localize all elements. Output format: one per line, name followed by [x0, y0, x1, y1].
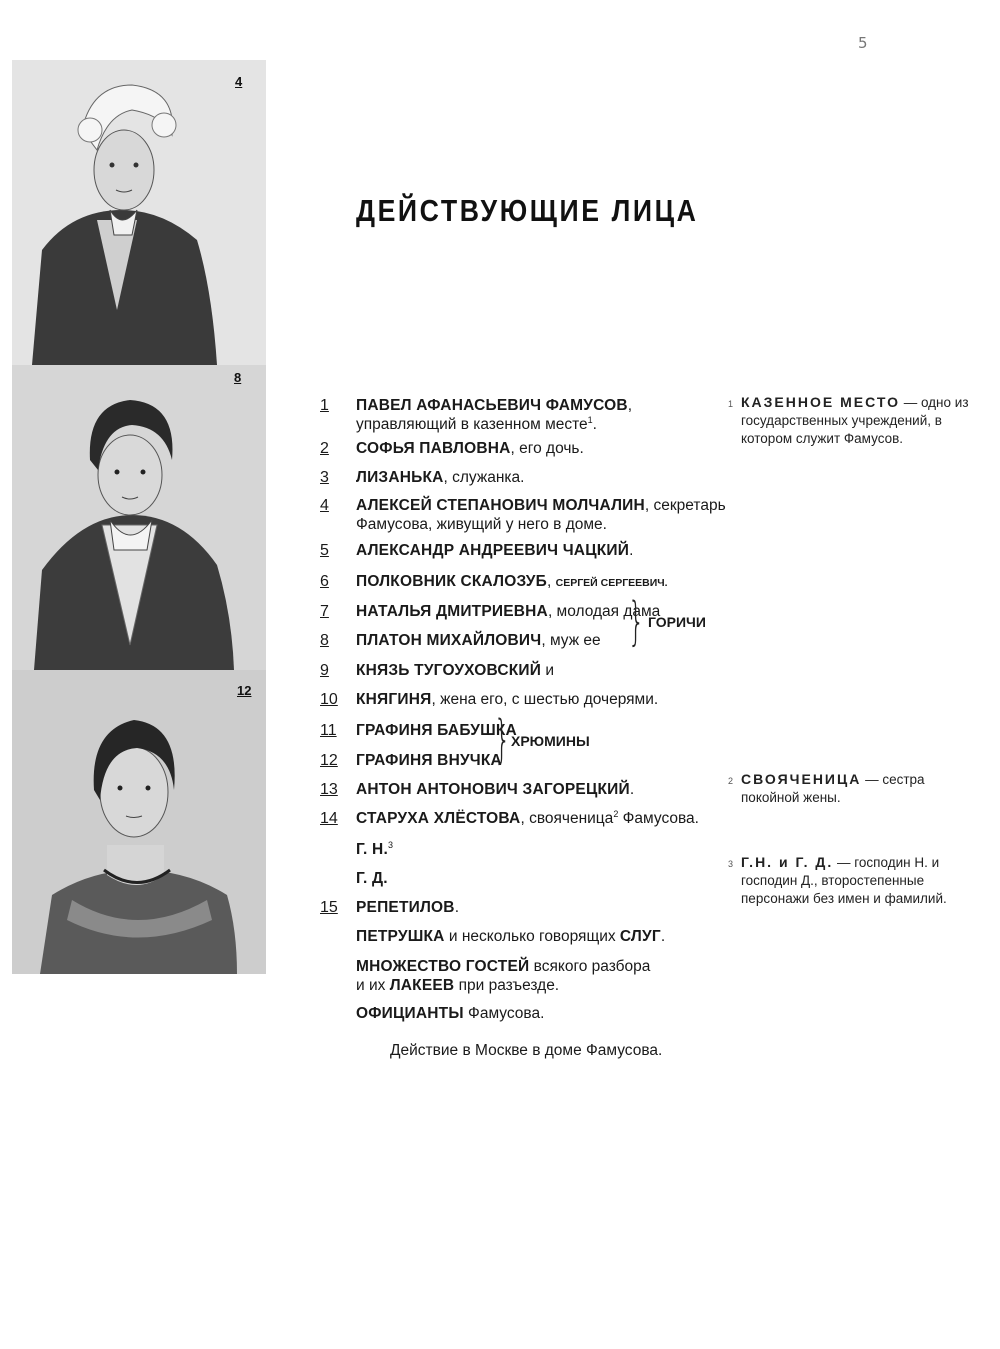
character-desc: , его дочь.: [510, 440, 584, 457]
character-desc: , служанка.: [443, 469, 525, 486]
character-desc: Фамусова.: [463, 1005, 545, 1022]
group-label-gorichi: ГОРИЧИ: [648, 614, 706, 630]
character-desc-line2: Фамусова, живущий у него в доме.: [356, 516, 607, 533]
character-name: СТАРУХА ХЛЁСТОВА: [356, 810, 521, 827]
footnote-marker: 3: [728, 859, 734, 869]
character-desc: .: [454, 899, 460, 916]
character-name: ГРАФИНЯ ВНУЧКА: [356, 752, 502, 769]
portrait-12: [12, 670, 266, 974]
character-name: КНЯГИНЯ: [356, 691, 432, 708]
portrait-4: [12, 60, 266, 365]
page-number: 5: [858, 34, 868, 52]
footnote-text: — сестра покойной жены.: [741, 772, 925, 805]
character-name: ГРАФИНЯ БАБУШКА: [356, 722, 517, 739]
character-name: АНТОН АНТОНОВИЧ ЗАГОРЕЦКИЙ: [356, 781, 630, 798]
character-desc: , жена его, с шестью дочерями.: [431, 691, 659, 708]
character-desc: при разъезде.: [454, 977, 560, 994]
portrait-number: 4: [235, 74, 243, 89]
character-desc-tail: Фамусова.: [618, 810, 699, 827]
character-number: 13: [320, 781, 338, 798]
footnote-term: СВОЯЧЕНИЦА: [741, 771, 862, 787]
portrait-8: [12, 365, 266, 670]
character-desc: ,: [627, 397, 633, 414]
portrait-number: 8: [234, 370, 242, 385]
character-name: Г. Д.: [356, 870, 388, 887]
character-name: ЛАКЕЕВ: [389, 977, 455, 994]
footnote-marker: 2: [728, 776, 734, 786]
character-number: 9: [320, 662, 329, 679]
character-name: АЛЕКСАНДР АНДРЕЕВИЧ ЧАЦКИЙ: [356, 542, 630, 559]
character-number: 2: [320, 440, 329, 457]
character-name: КНЯЗЬ ТУГОУХОВСКИЙ: [356, 662, 542, 679]
character-number: 10: [320, 691, 338, 708]
character-number: 11: [320, 722, 337, 739]
character-number: 14: [320, 810, 338, 827]
footnote-ref: 3: [387, 840, 393, 850]
character-desc: всякого разбора: [529, 958, 651, 975]
character-desc: .: [629, 781, 635, 798]
character-name: МНОЖЕСТВО ГОСТЕЙ: [356, 958, 530, 975]
character-desc: , молодая дама: [547, 603, 661, 620]
character-desc-smallcaps: СЕРГЕЙ СЕРГЕЕВИЧ.: [555, 577, 668, 589]
footnote-term: Г.Н. и Г. Д.: [741, 854, 834, 870]
character-desc: и их: [356, 977, 390, 994]
character-desc: .: [660, 928, 666, 945]
portrait-number: 12: [237, 683, 252, 698]
man-curly-white-hair-portrait-icon: [12, 60, 266, 365]
character-name: ПЛАТОН МИХАЙЛОВИЧ: [356, 632, 542, 649]
group-label-khryumin: ХРЮМИНЫ: [511, 733, 590, 749]
character-number: 6: [320, 573, 329, 590]
page-title: ДЕЙСТВУЮЩИЕ ЛИЦА: [356, 193, 699, 228]
character-desc: , секретарь: [644, 497, 726, 514]
character-name: АЛЕКСЕЙ СТЕПАНОВИЧ МОЛЧАЛИН: [356, 497, 645, 514]
right-brace: }: [628, 592, 645, 652]
setting-line: Действие в Москве в доме Фамусова.: [390, 1042, 663, 1059]
character-number: 1: [320, 397, 329, 414]
character-number: 12: [320, 752, 338, 769]
character-name: ПАВЕЛ АФАНАСЬЕВИЧ ФАМУСОВ: [356, 397, 628, 414]
character-desc-line2: управляющий в казенном месте: [356, 416, 588, 433]
woman-necklace-portrait-icon: [12, 670, 266, 974]
character-name: ОФИЦИАНТЫ: [356, 1005, 464, 1022]
footnote-ref: 2: [613, 809, 619, 819]
character-name: СЛУГ: [619, 928, 661, 945]
man-dark-hair-portrait-icon: [12, 365, 266, 670]
character-desc: , муж ее: [541, 632, 601, 649]
character-name: РЕПЕТИЛОВ: [356, 899, 455, 916]
character-number: 4: [320, 497, 329, 514]
character-number: 3: [320, 469, 329, 486]
character-number: 15: [320, 899, 338, 916]
character-name: ПЕТРУШКА: [356, 928, 445, 945]
character-name: СОФЬЯ ПАВЛОВНА: [356, 440, 511, 457]
character-desc: и несколько говорящих: [444, 928, 620, 945]
character-name: Г. Н.: [356, 841, 388, 858]
right-brace: }: [494, 710, 511, 770]
character-desc: , свояченица: [520, 810, 614, 827]
character-desc: и: [541, 662, 555, 679]
portrait-column: [12, 60, 266, 974]
footnote-ref: 1: [587, 415, 593, 425]
character-desc: ,: [546, 573, 552, 590]
character-number: 7: [320, 603, 329, 620]
character-name: ЛИЗАНЬКА: [356, 469, 444, 486]
character-desc: .: [629, 542, 634, 559]
character-name: НАТАЛЬЯ ДМИТРИЕВНА: [356, 603, 548, 620]
footnote-text: — одно из государственных учреждений, в котором служит Фамусов.: [741, 395, 969, 446]
character-number: 5: [320, 542, 329, 559]
footnote-term: КАЗЕННОЕ МЕСТО: [741, 394, 900, 410]
character-number: 8: [320, 632, 329, 649]
footnote-text: — господин Н. и господин Д., второстепенные персонажи без имен и фамилий.: [741, 855, 947, 906]
character-name: ПОЛКОВНИК СКАЛОЗУБ: [356, 573, 547, 590]
footnote-marker: 1: [728, 399, 734, 409]
